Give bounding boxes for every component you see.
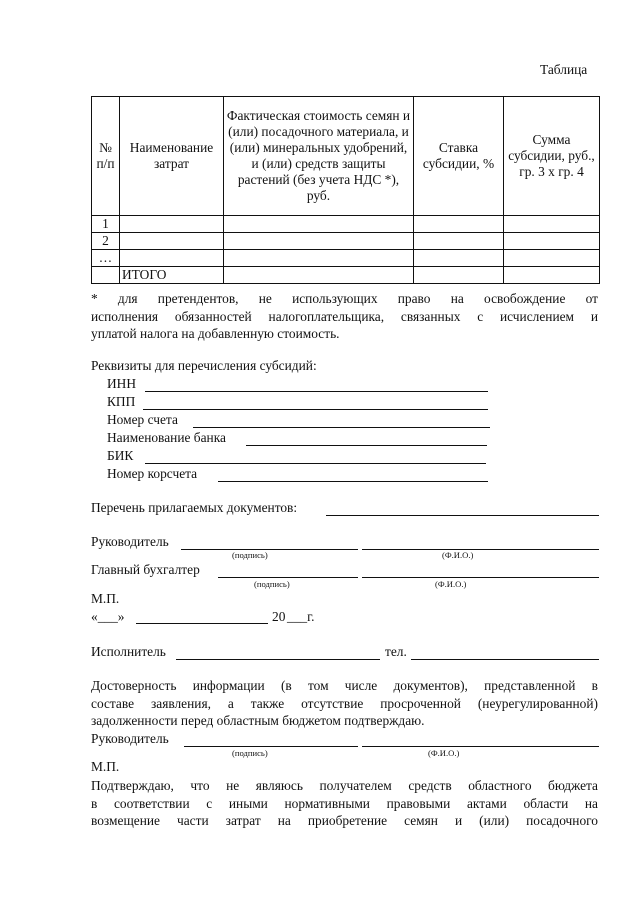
row-number: … xyxy=(92,250,120,267)
head-label: Руководитель xyxy=(91,731,169,746)
date-day: «___» xyxy=(91,609,125,624)
footnote-line: уплатой налога на добавленную стоимость. xyxy=(91,326,340,342)
signature-caption: (подпись) xyxy=(232,550,268,560)
head-name-field[interactable] xyxy=(362,549,599,550)
bik-label: БИК xyxy=(107,448,134,463)
non-recipient-statement xyxy=(91,777,598,830)
signature-caption: (подпись) xyxy=(232,748,268,758)
seal-label: М.П. xyxy=(91,591,120,606)
table-header-row xyxy=(92,97,600,216)
confirmation-statement xyxy=(91,677,598,730)
head-signature-field-2[interactable] xyxy=(184,746,358,747)
table-cell[interactable] xyxy=(504,216,600,233)
table-cell[interactable] xyxy=(414,216,504,233)
inn-label: ИНН xyxy=(107,376,137,391)
costs-table xyxy=(91,96,600,284)
footnote-line: исполнения обязанностей налогоплательщика, связанных с исчислением и xyxy=(91,308,598,324)
executor-label: Исполнитель xyxy=(91,644,166,659)
head-label: Руководитель xyxy=(91,534,169,549)
fio-caption: (Ф.И.О.) xyxy=(435,579,467,589)
statement-line: Подтверждаю, что не являюсь получателем средств областного бюджета xyxy=(91,778,598,793)
head-signature-field[interactable] xyxy=(181,549,358,550)
date-month-field[interactable] xyxy=(136,623,268,624)
header-subsidy-rate: Ставка субсидии, % xyxy=(414,97,504,216)
header-cost-name: Наименование затрат xyxy=(120,97,224,216)
requisites-title: Реквизиты для перечисления субсидий: xyxy=(91,358,317,373)
fio-caption: (Ф.И.О.) xyxy=(442,550,474,560)
table-cell[interactable] xyxy=(120,250,224,267)
correspondent-account-field[interactable] xyxy=(218,481,488,482)
header-subsidy-sum: Сумма субсидии, руб., гр. 3 х гр. 4 xyxy=(504,97,600,216)
confirmation-line: Достоверность информации (в том числе документов), представленной в xyxy=(91,678,598,693)
total-label: ИТОГО xyxy=(120,267,224,284)
table-cell[interactable] xyxy=(504,233,600,250)
table-cell[interactable] xyxy=(224,216,414,233)
table-cell[interactable] xyxy=(224,267,414,284)
table-cell[interactable] xyxy=(504,267,600,284)
bik-field[interactable] xyxy=(145,463,486,464)
inn-field[interactable] xyxy=(145,391,488,392)
table-cell[interactable] xyxy=(414,250,504,267)
signature-caption: (подпись) xyxy=(254,579,290,589)
documents-label: Перечень прилагаемых документов: xyxy=(91,500,298,515)
chief-accountant-name-field[interactable] xyxy=(362,577,599,578)
date-year-suffix: ___г. xyxy=(287,609,315,624)
header-actual-cost: Фактическая стоимость семян и (или) посадочного материала, и (или) минеральных удобрений, и (или) средств защиты растений (без учета НДС *), руб. xyxy=(224,97,414,216)
phone-field[interactable] xyxy=(411,659,599,660)
table-row xyxy=(92,250,600,267)
executor-name-field[interactable] xyxy=(176,659,380,660)
table-total-row xyxy=(92,267,600,284)
table-row xyxy=(92,216,600,233)
table-cell[interactable] xyxy=(414,233,504,250)
row-number: 1 xyxy=(92,216,120,233)
table-cell[interactable] xyxy=(224,250,414,267)
table-row xyxy=(92,233,600,250)
bank-name-field[interactable] xyxy=(246,445,487,446)
head-name-field-2[interactable] xyxy=(362,746,599,747)
statement-line: возмещение части затрат на приобретение семян и (или) посадочного xyxy=(91,813,598,829)
chief-accountant-signature-field[interactable] xyxy=(218,577,358,578)
row-number: 2 xyxy=(92,233,120,250)
confirmation-line: составе заявления, а также отсутствие просроченной (неурегулированной) xyxy=(91,695,598,711)
phone-label: тел. xyxy=(385,644,407,659)
date-year-prefix: 20 xyxy=(272,609,286,624)
table-caption: Таблица xyxy=(540,62,588,77)
fio-caption: (Ф.И.О.) xyxy=(428,748,460,758)
table-cell xyxy=(92,267,120,284)
header-number: № п/п xyxy=(92,97,120,216)
table-cell[interactable] xyxy=(120,216,224,233)
documents-field[interactable] xyxy=(326,515,599,516)
confirmation-line: задолженности перед областным бюджетом подтверждаю. xyxy=(91,713,425,729)
kpp-field[interactable] xyxy=(143,409,488,410)
account-number-field[interactable] xyxy=(193,427,490,428)
correspondent-account-label: Номер корсчета xyxy=(107,466,198,481)
bank-name-label: Наименование банка xyxy=(107,430,226,445)
chief-accountant-label: Главный бухгалтер xyxy=(91,562,200,577)
table-cell[interactable] xyxy=(120,233,224,250)
table-cell[interactable] xyxy=(414,267,504,284)
footnote xyxy=(91,290,598,343)
table-cell[interactable] xyxy=(504,250,600,267)
kpp-label: КПП xyxy=(107,394,136,409)
seal-label: М.П. xyxy=(91,759,120,774)
statement-line: в соответствии с иными нормативными правовыми актами области на xyxy=(91,795,598,811)
account-number-label: Номер счета xyxy=(107,412,178,427)
table-cell[interactable] xyxy=(224,233,414,250)
footnote-line: * для претендентов, не использующих право на освобождение от xyxy=(91,291,598,306)
